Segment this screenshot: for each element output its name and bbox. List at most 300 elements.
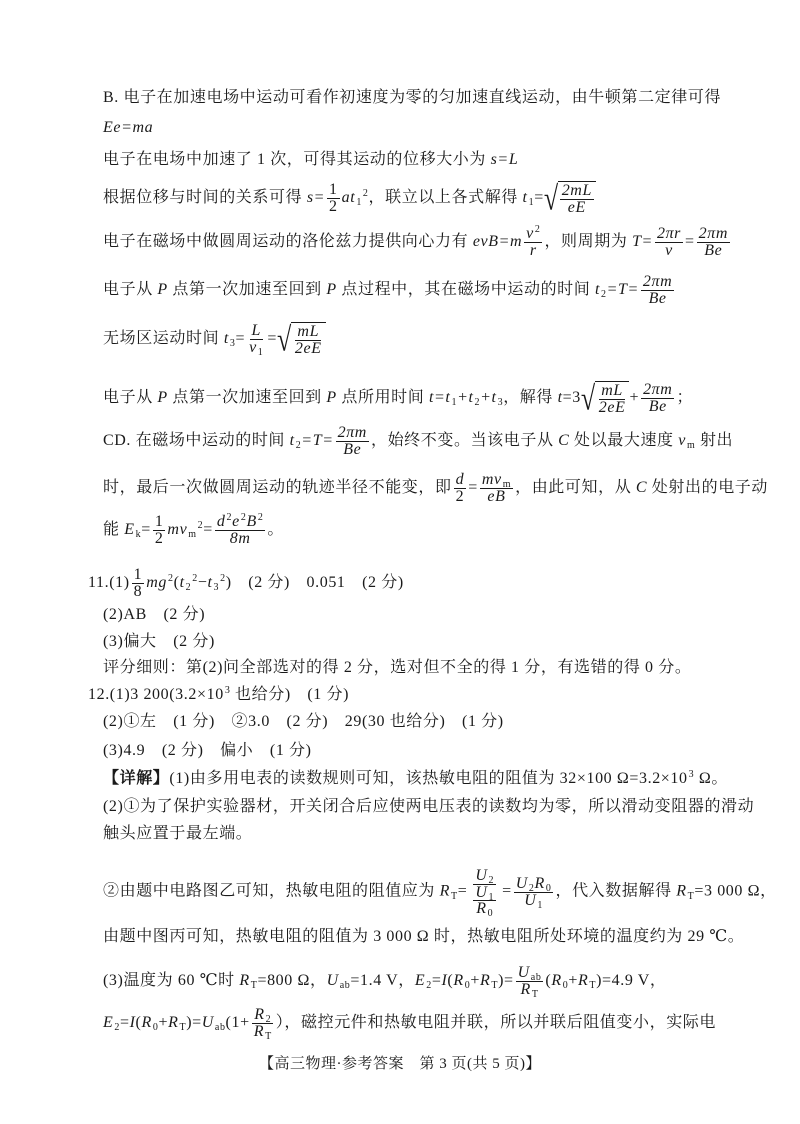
- math-text: Ee=ma: [103, 119, 154, 136]
- subscript: 1: [257, 347, 264, 358]
- text: 评分细则：第(2)问全部选对的得 2 分，选对但不全的得 1 分，有选错的得 0 分。: [103, 659, 692, 676]
- text: =: [141, 521, 151, 539]
- math-text: Be: [704, 242, 723, 259]
- superscript: 2: [220, 573, 226, 585]
- text: 2: [455, 488, 465, 505]
- math-text: C: [558, 432, 570, 450]
- square-root: [581, 381, 630, 416]
- math-text: 2πm: [642, 273, 673, 290]
- subscript: 0: [487, 908, 494, 919]
- denominator: [454, 489, 467, 505]
- text-line: [103, 181, 596, 216]
- subscript: T: [589, 980, 597, 992]
- math-text: U: [475, 867, 488, 884]
- text: =: [119, 1014, 130, 1032]
- text: −: [197, 574, 208, 592]
- math-text: I: [441, 972, 448, 990]
- superscript: 3: [224, 685, 231, 696]
- math-text: P: [157, 389, 168, 407]
- fraction: [153, 514, 166, 547]
- subscript: 2: [488, 875, 495, 886]
- math-text: R: [534, 874, 545, 892]
- math-text: Be: [648, 290, 667, 307]
- denominator: [647, 399, 669, 415]
- numerator: [514, 876, 554, 893]
- denominator: [132, 584, 145, 600]
- text-line: [103, 381, 693, 416]
- math-text: R: [479, 972, 491, 990]
- numerator: [516, 965, 544, 982]
- text: 电子从: [103, 281, 158, 299]
- subscript: 2: [601, 289, 607, 301]
- numerator: [480, 472, 513, 489]
- numerator: [641, 274, 674, 291]
- text: =: [203, 521, 213, 539]
- denominator: [327, 199, 340, 215]
- math-text: mL: [297, 323, 320, 340]
- math-text: P: [326, 389, 337, 407]
- denominator: [663, 243, 675, 259]
- text: 电子在磁场中做圆周运动的洛伦兹力提供向心力有: [103, 233, 473, 251]
- superscript: 2: [240, 512, 247, 523]
- text-line: [103, 274, 676, 307]
- math-text: R: [453, 972, 464, 990]
- text: )=: [186, 1014, 202, 1032]
- fraction: [473, 884, 496, 919]
- text: +: [568, 972, 578, 990]
- text-line: [103, 867, 777, 919]
- text: =800 Ω，: [257, 972, 327, 990]
- fraction: [697, 226, 730, 259]
- text: =: [468, 479, 478, 497]
- text-line: [103, 149, 518, 171]
- numerator: [215, 514, 266, 531]
- subscript: 2: [185, 582, 192, 594]
- text: 点第一次加速至回到: [167, 389, 327, 407]
- text: ，则周期为: [544, 233, 633, 251]
- text-line: [103, 1007, 716, 1040]
- math-text: 2πm: [698, 225, 729, 242]
- text-line: [103, 514, 284, 547]
- text: (: [173, 574, 180, 592]
- text-line: [103, 796, 754, 818]
- math-text: U: [475, 884, 488, 901]
- fraction: [516, 965, 544, 998]
- math-text: E: [414, 972, 426, 990]
- numerator: [295, 324, 321, 341]
- text: 能: [103, 521, 125, 539]
- denominator: [522, 893, 545, 909]
- math-text: r: [529, 242, 537, 259]
- numerator: [560, 183, 594, 200]
- text: 电子在电场中加速了 1 次，可得其运动的位移大小为: [103, 151, 491, 168]
- text: B. 电子在加速电场中运动可看作初速度为零的匀加速直线运动，由牛顿第二定律可得: [103, 89, 722, 106]
- text: +: [470, 972, 480, 990]
- math-text: v: [249, 339, 257, 356]
- subscript: 1: [451, 397, 458, 409]
- math-text: Be: [648, 398, 667, 415]
- denominator: [702, 243, 724, 259]
- text: 8: [133, 583, 143, 600]
- math-text: t: [179, 574, 185, 592]
- numerator: [132, 567, 145, 584]
- math-text: 8m: [229, 530, 251, 547]
- subscript: 1: [528, 197, 535, 209]
- square-root: [277, 322, 326, 357]
- text-line: [103, 657, 691, 679]
- superscript: 3: [688, 769, 695, 780]
- math-text: +t: [457, 389, 474, 407]
- subscript: 2: [265, 1014, 272, 1025]
- math-text: s=: [306, 189, 326, 207]
- page-footer: 【高三物理·参考答案 第 3 页(共 5 页)】: [259, 1056, 541, 1072]
- numerator: [250, 323, 264, 340]
- denominator: [528, 243, 539, 259]
- text: 也给分) (1 分): [230, 686, 350, 703]
- text: )=: [498, 972, 514, 990]
- math-text: R: [254, 1006, 265, 1023]
- text: )=4.9 V，: [596, 972, 667, 990]
- math-text: P: [157, 281, 168, 299]
- denominator: [252, 1024, 274, 1040]
- subscript: m: [502, 479, 512, 490]
- text: ，解得: [503, 389, 558, 407]
- fraction: [655, 226, 683, 259]
- text: 处射出的电子动: [647, 479, 768, 497]
- text: (: [545, 972, 552, 990]
- text: 处以最大速度: [569, 432, 679, 450]
- subscript: 1: [537, 899, 543, 911]
- subscript: 0: [545, 882, 552, 894]
- fraction: [524, 226, 542, 259]
- math-text: s=L: [490, 151, 519, 168]
- math-text: v: [678, 432, 686, 450]
- math-text: E: [124, 521, 135, 539]
- denominator: [474, 900, 495, 919]
- radicand: [558, 181, 596, 216]
- subscript: 2: [474, 397, 481, 409]
- denominator: [597, 400, 628, 416]
- text: ），磁控元件和热敏电阻并联，所以并联后阻值变小，实际电: [275, 1014, 716, 1032]
- subscript: 1: [356, 197, 362, 209]
- text: (2)①为了保护实验器材，开关闭合后应使两电压表的读数均为零，所以滑动变阻器的滑动: [103, 798, 755, 815]
- text: 12.(1)3 200(3.2×10: [88, 686, 224, 703]
- text-line: [103, 768, 728, 790]
- math-text: evB=m: [472, 233, 523, 251]
- text-line: [103, 604, 205, 626]
- subscript: 3: [497, 397, 504, 409]
- text-line: [103, 740, 312, 762]
- text: =3 000 Ω，: [694, 882, 777, 900]
- radicand: [595, 381, 630, 416]
- math-text: e: [232, 513, 240, 530]
- text: ) (2 分) 0.051 (2 分): [225, 574, 404, 592]
- subscript: T: [179, 1022, 187, 1034]
- text-line: [103, 926, 744, 948]
- radical-sign-icon: √: [543, 179, 559, 217]
- numerator: [473, 868, 496, 885]
- text-line: [88, 567, 404, 600]
- text-line: [103, 472, 768, 505]
- text: (: [135, 1014, 142, 1032]
- math-text: t: [223, 330, 229, 348]
- denominator: [647, 291, 669, 307]
- text: 1: [154, 513, 164, 530]
- text: =: [502, 882, 512, 900]
- math-text: T=: [632, 233, 653, 251]
- square-root: [544, 181, 596, 216]
- numerator: [599, 383, 625, 400]
- math-text: v: [526, 225, 534, 242]
- fraction: [247, 323, 265, 356]
- subscript: 1: [488, 892, 495, 903]
- text: (3)4.9 (2 分) 偏小 (1 分): [103, 742, 312, 759]
- math-text: d: [455, 471, 465, 488]
- subscript: m: [686, 440, 696, 452]
- text: 无场区运动时间: [103, 330, 224, 348]
- denominator: [293, 341, 324, 357]
- math-text: R: [551, 972, 562, 990]
- text-line: [103, 823, 252, 845]
- subscript: T: [491, 980, 499, 992]
- subscript: ab: [530, 972, 542, 983]
- text-line: [103, 631, 215, 653]
- superscript: 2: [197, 520, 204, 532]
- numerator: [655, 226, 683, 243]
- fraction: [454, 472, 467, 505]
- math-text: mg: [146, 574, 168, 592]
- subscript: 0: [464, 980, 471, 992]
- math-text: =T=: [606, 281, 639, 299]
- subscript: T: [250, 980, 258, 992]
- fraction: [641, 274, 674, 307]
- math-text: U: [515, 874, 528, 892]
- numerator: [252, 1007, 273, 1024]
- denominator: [469, 884, 500, 919]
- text: (2)①左 (1 分) ②3.0 (2 分) 29(30 也给分) (1 分): [103, 713, 504, 730]
- text: 电子从: [103, 389, 158, 407]
- math-text: =T=: [301, 432, 334, 450]
- text: 点第一次加速至回到: [167, 281, 327, 299]
- superscript: 2: [534, 224, 541, 235]
- text-line: [103, 226, 732, 259]
- superscript: 2: [257, 512, 264, 523]
- numerator: [524, 226, 542, 243]
- numerator: [641, 382, 674, 399]
- text: (1)由多用电表的读数规则可知，该热敏电阻的阻值为 32×100 Ω=3.2×10: [169, 770, 688, 787]
- fraction: [641, 382, 674, 415]
- math-text: R: [577, 972, 589, 990]
- math-text: t: [207, 574, 213, 592]
- text: 11.(1): [88, 574, 130, 592]
- text: 点过程中，其在磁场中运动的时间: [336, 281, 595, 299]
- bold-label: 【详解】: [103, 770, 170, 787]
- fraction: [336, 425, 369, 458]
- math-text: R: [141, 1014, 152, 1032]
- denominator: [485, 489, 507, 505]
- math-text: R: [476, 900, 487, 917]
- denominator: [153, 531, 166, 547]
- math-text: 2πr: [656, 225, 682, 242]
- subscript: 3: [213, 582, 220, 594]
- math-text: U: [201, 1014, 214, 1032]
- math-text: v: [665, 242, 673, 259]
- math-text: 2mL: [561, 182, 592, 199]
- math-text: L: [251, 322, 261, 339]
- subscript: T: [531, 989, 539, 1000]
- text: =: [235, 330, 246, 348]
- math-text: 2πm: [643, 381, 673, 398]
- math-text: R: [439, 882, 450, 900]
- fraction: [293, 324, 324, 357]
- numerator: [336, 425, 369, 442]
- math-text: t=t: [428, 389, 451, 407]
- math-text: R: [239, 972, 250, 990]
- text: =3: [562, 389, 581, 407]
- subscript: T: [450, 890, 458, 902]
- fraction: [215, 514, 266, 547]
- fraction: [480, 472, 513, 505]
- math-text: t: [289, 432, 295, 450]
- math-text: 2eE: [294, 340, 322, 357]
- subscript: 2: [295, 440, 302, 452]
- text: (3)温度为 60 ℃时: [103, 972, 240, 990]
- fraction: [469, 867, 500, 919]
- math-text: C: [635, 479, 648, 497]
- text: 射出: [695, 432, 734, 450]
- text: CD. 在磁场中运动的时间: [103, 432, 290, 450]
- text: ；: [676, 389, 694, 407]
- text: 1: [329, 181, 338, 198]
- denominator: [566, 200, 588, 216]
- math-text: at: [341, 189, 356, 207]
- text: ，始终不变。当该电子从: [370, 432, 559, 450]
- math-text: t: [522, 189, 528, 207]
- text: =: [457, 882, 468, 900]
- math-text: t: [557, 389, 563, 407]
- subscript: 2: [426, 980, 432, 992]
- radical-sign-icon: √: [580, 379, 596, 417]
- math-text: R: [520, 981, 531, 998]
- denominator: [341, 442, 363, 458]
- numerator: [454, 472, 467, 489]
- text: 。: [267, 521, 285, 539]
- subscript: 2: [114, 1022, 120, 1034]
- fraction: [327, 182, 340, 215]
- text: =: [534, 189, 544, 207]
- subscript: 0: [152, 1022, 159, 1034]
- text: Ω。: [694, 770, 728, 787]
- text-line: [103, 965, 666, 998]
- numerator: [153, 514, 166, 531]
- radicand: [291, 322, 326, 357]
- fraction: [132, 567, 145, 600]
- text: ，由此可知，从: [515, 479, 636, 497]
- math-text: U: [524, 891, 537, 909]
- math-text: mv: [167, 521, 188, 539]
- fraction: [597, 383, 628, 416]
- math-text: mv: [481, 471, 502, 488]
- text: =: [267, 330, 278, 348]
- text: (1+: [225, 1014, 250, 1032]
- text: +: [158, 1014, 169, 1032]
- text: 2: [154, 530, 164, 547]
- fraction: [252, 1007, 274, 1040]
- math-text: U: [517, 964, 530, 981]
- text-line: [103, 711, 504, 733]
- subscript: 2: [528, 882, 535, 894]
- subscript: m: [188, 529, 197, 541]
- text-line: [103, 425, 733, 458]
- subscript: T: [265, 1031, 272, 1042]
- text: ②由题中电路图乙可知，热敏电阻的阻值应为: [103, 882, 440, 900]
- numerator: [327, 182, 340, 199]
- math-text: Be: [343, 441, 362, 458]
- denominator: [228, 531, 253, 547]
- math-text: I: [129, 1014, 136, 1032]
- radical-sign-icon: √: [277, 320, 292, 358]
- text: 根据位移与时间的关系可得: [103, 189, 307, 207]
- text: 由题中图丙可知，热敏电阻的阻值为 3 000 Ω 时，热敏电阻所处环境的温度约为 29 ℃。: [103, 928, 745, 945]
- superscript: 2: [168, 573, 174, 585]
- subscript: 3: [229, 338, 236, 350]
- text-line: [103, 322, 326, 357]
- text-line: [88, 684, 349, 706]
- text: +: [629, 389, 640, 407]
- text: (: [447, 972, 454, 990]
- math-text: E: [103, 1014, 114, 1032]
- denominator: [518, 982, 540, 998]
- fraction: [514, 876, 554, 909]
- math-text: B: [246, 513, 257, 530]
- text: ，代入数据解得: [555, 882, 677, 900]
- text: ，联立以上各式解得: [368, 189, 523, 207]
- subscript: ab: [339, 980, 351, 992]
- math-text: mL: [601, 382, 623, 399]
- text-line: [103, 117, 153, 139]
- subscript: k: [135, 529, 142, 541]
- math-text: R: [168, 1014, 179, 1032]
- text: (2)AB (2 分): [103, 606, 206, 623]
- subscript: T: [687, 890, 695, 902]
- text: =: [431, 972, 442, 990]
- math-text: U: [326, 972, 339, 990]
- numerator: [697, 226, 730, 243]
- text: 点所用时间: [336, 389, 429, 407]
- math-text: eB: [487, 488, 506, 505]
- subscript: ab: [214, 1022, 226, 1034]
- denominator: [247, 340, 265, 356]
- math-text: d: [216, 513, 226, 530]
- math-text: t: [594, 281, 601, 299]
- text-line: [103, 87, 721, 109]
- math-text: R: [253, 1023, 265, 1040]
- fraction: [560, 183, 594, 216]
- math-text: eE: [567, 199, 586, 216]
- text: 1: [133, 566, 143, 583]
- math-text: P: [326, 281, 337, 299]
- math-text: +t: [480, 389, 497, 407]
- math-text: 2eE: [598, 399, 626, 416]
- text: 时，最后一次做圆周运动的轨迹半径不能变，即: [103, 479, 452, 497]
- math-text: 2πm: [337, 424, 367, 441]
- subscript: 0: [562, 980, 569, 992]
- superscript: 2: [362, 188, 369, 200]
- text: =: [685, 233, 695, 251]
- text: 2: [329, 198, 338, 215]
- superscript: 2: [192, 573, 198, 585]
- numerator: [473, 885, 496, 901]
